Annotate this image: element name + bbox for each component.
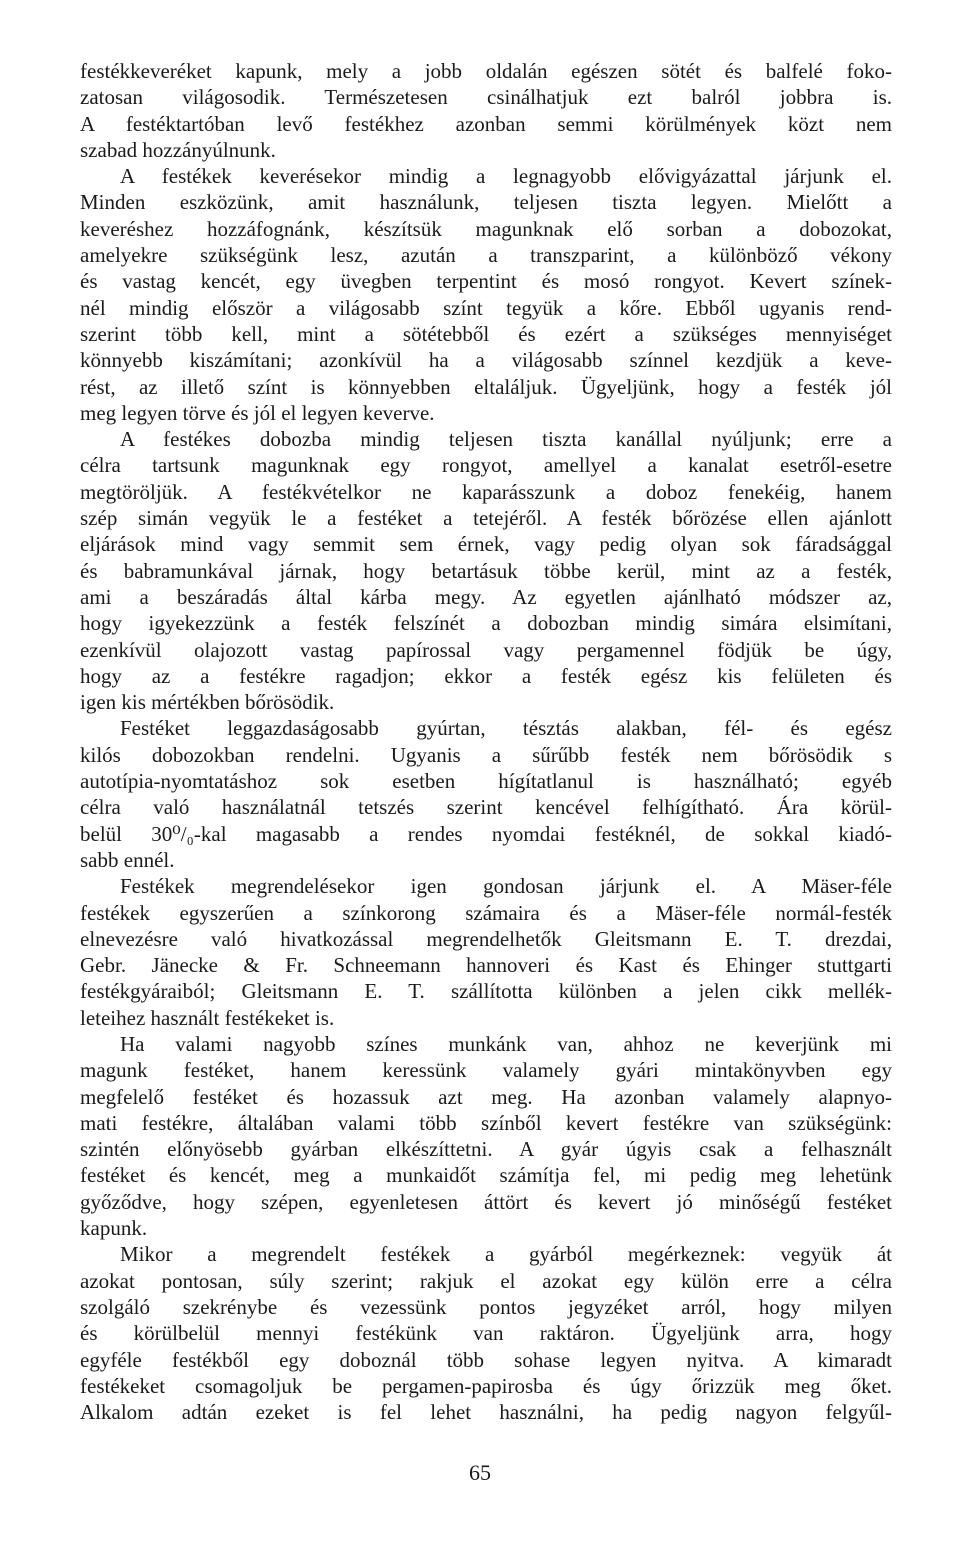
text-line: célra tartsunk magunknak egy rongyot, amellyel a kanalat esetről-esetre [80, 453, 892, 478]
text-line: nél mindig először a világosabb színt tegyük a kőre. Ebből ugyanis rend- [80, 295, 892, 320]
text-line: amelyekre szükségünk lesz, azután a transzparint, a különböző vékony [80, 243, 892, 268]
text-line: A festéktartóban levő festékhez azonban semmi körülmények közt nem [80, 111, 892, 136]
text-line: győződve, hogy szépen, egyenletesen áttört és kevert jó minőségű festéket [80, 1189, 892, 1214]
text-line: magunk festéket, hanem keressünk valamely gyári mintakönyvben egy [80, 1058, 892, 1083]
text-line: festéket és kencét, meg a munkaidőt számítja fel, mi pedig meg lehetünk [80, 1163, 892, 1188]
text-line: A festékek keverésekor mindig a legnagyobb elővigyázattal járjunk el. [120, 164, 892, 189]
text-line: mati festékre, általában valami több színből kevert festékre van szükségünk: [80, 1110, 892, 1135]
text-line: hogy igyekezzünk a festék felszínét a dobozban mindig simára elsimítani, [80, 611, 892, 636]
text-line: igen kis mértékben bőrösödik. [80, 690, 335, 715]
text-line: Alkalom adtán ezeket is fel lehet használni, ha pedig nagyon felgyűl- [80, 1400, 892, 1425]
text-line: és vastag kencét, egy üvegben terpentint és mosó rongyot. Kevert színek- [80, 269, 892, 294]
text-line: rést, az illető színt is könnyebben eltaláljuk. Ügyeljünk, hogy a festék jól [80, 374, 892, 399]
text-line: Minden eszközünk, amit használunk, teljesen tiszta legyen. Mielőtt a [80, 190, 892, 215]
text-line: eljárások mind vagy semmit sem érnek, vagy pedig olyan sok fáradsággal [80, 532, 892, 557]
text-line: Festékek megrendelésekor igen gondosan járjunk el. A Mäser-féle [120, 874, 892, 899]
text-line: Mikor a megrendelt festékek a gyárból megérkeznek: vegyük át [120, 1242, 892, 1267]
text-line: belül 30⁰/₀-kal magasabb a rendes nyomdai festéknél, de sokkal kiadó- [80, 821, 892, 846]
text-line: megfelelő festéket és hozassuk azt meg. Ha azonban valamely alapnyo- [80, 1084, 892, 1109]
text-line: A festékes dobozba mindig teljesen tiszta kanállal nyúljunk; erre a [120, 427, 892, 452]
text-line: szintén előnyösebb gyárban elkészíttetni. A gyár úgyis csak a felhasznált [80, 1137, 892, 1162]
page-body [80, 58, 892, 1425]
text-line: szép simán vegyük le a festéket a tetejéről. A festék bőrözése ellen ajánlott [80, 506, 892, 531]
text-line: zatosan világosodik. Természetesen csinálhatjuk ezt balról jobbra is. [80, 85, 892, 110]
text-line: és babramunkával járnak, hogy betartásuk többe kerül, mint az a festék, [80, 558, 892, 583]
text-line: egyféle festékből egy doboznál több sohase legyen nyitva. A kimaradt [80, 1347, 892, 1372]
text-line: hogy az a festékre ragadjon; ekkor a festék egész kis felületen és [80, 663, 892, 688]
text-line: könnyebb kiszámítani; azonkívül ha a világosabb színnel kezdjük a keve- [80, 348, 892, 373]
text-line: Ha valami nagyobb színes munkánk van, ahhoz ne keverjünk mi [120, 1031, 892, 1056]
text-line: kapunk. [80, 1216, 148, 1241]
text-line: azokat pontosan, súly szerint; rakjuk el azokat egy külön erre a célra [80, 1268, 892, 1293]
text-line: kilós dobozokban rendelni. Ugyanis a sűrűbb festék nem bőrösödik s [80, 742, 892, 767]
text-line: ami a beszáradás által kárba megy. Az egyetlen ajánlható módszer az, [80, 584, 892, 609]
page-number: 65 [469, 1460, 491, 1485]
text-line: szolgáló szekrénybe és vezessünk pontos jegyzéket arról, hogy milyen [80, 1294, 892, 1319]
text-line: célra való használatnál tetszés szerint kencével felhígítható. Ára körül- [80, 795, 892, 820]
text-line: festékgyáraiból; Gleitsmann E. T. szállította különben a jelen cikk mellék- [80, 979, 892, 1004]
text-line: szerint több kell, mint a sötétebből és ezért a szükséges mennyiséget [80, 321, 892, 346]
text-line: elnevezésre való hivatkozással megrendelhetők Gleitsmann E. T. drezdai, [80, 926, 892, 951]
text-line: festékek egyszerűen a színkorong számaira és a Mäser-féle normál-festék [80, 900, 892, 925]
text-line: keveréshez hozzáfognánk, készítsük magunknak elő sorban a dobozokat, [80, 216, 892, 241]
text-line: szabad hozzányúlnunk. [80, 137, 276, 162]
text-line: sabb ennél. [80, 847, 175, 872]
text-line: meg legyen törve és jól el legyen keverve. [80, 400, 435, 425]
text-line: ezenkívül olajozott vastag papírossal vagy pergamennel födjük be úgy, [80, 637, 892, 662]
text-line: festékkeveréket kapunk, mely a jobb oldalán egészen sötét és balfelé foko- [80, 59, 892, 83]
text-line: megtöröljük. A festékvételkor ne kaparásszunk a doboz fenekéig, hanem [80, 479, 892, 504]
text-line: Gebr. Jänecke & Fr. Schneemann hannoveri és Kast és Ehinger stuttgarti [80, 953, 892, 978]
text-line: festékeket csomagoljuk be pergamen-papirosba és úgy őrizzük meg őket. [80, 1373, 892, 1398]
text-line: autotípia-nyomtatáshoz sok esetben hígítatlanul is használható; egyéb [80, 769, 892, 794]
text-line: leteihez használt festékeket is. [80, 1005, 335, 1030]
text-line: és körülbelül mennyi festékünk van raktáron. Ügyeljünk arra, hogy [80, 1321, 892, 1346]
text-line: Festéket leggazdaságosabb gyúrtan, tésztás alakban, fél- és egész [120, 716, 892, 741]
